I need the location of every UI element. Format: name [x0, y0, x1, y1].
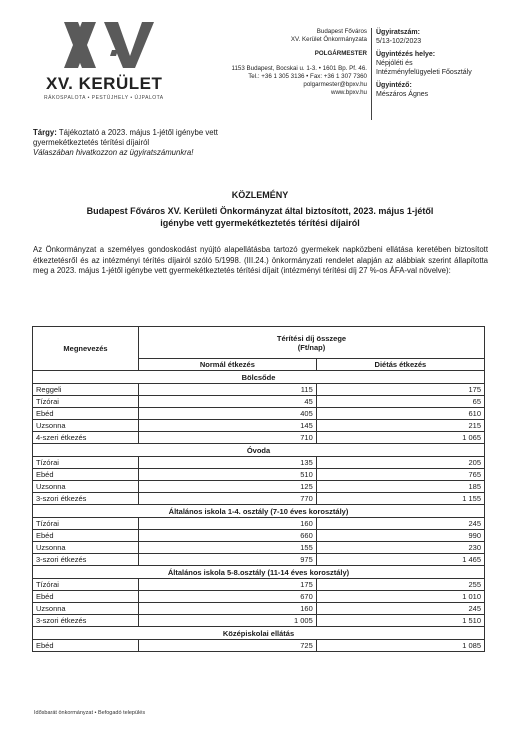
meal-name: Ebéd — [33, 591, 139, 603]
meal-name: Reggeli — [33, 384, 139, 396]
table-row — [33, 640, 485, 652]
section-title: Általános iskola 1-4. osztály (7-10 éves korosztály) — [33, 505, 485, 518]
footer: Idősbarát önkormányzat • Befogadó település — [34, 710, 146, 716]
meal-name: Tízórai — [33, 457, 139, 469]
table-section-row — [33, 505, 485, 518]
table-row — [33, 457, 485, 469]
office-email: polgarmester@bpxv.hu — [303, 81, 367, 89]
table-row — [33, 408, 485, 420]
case-officer-label: Ügyintéző: — [376, 82, 412, 89]
table-row — [33, 579, 485, 591]
table-row — [33, 615, 485, 627]
case-location-value-2: Intézményfelügyeleti Főosztály — [376, 69, 472, 76]
normal-fee: 175 — [139, 579, 317, 591]
table-row — [33, 591, 485, 603]
meal-name: Uzsonna — [33, 420, 139, 432]
table-row — [33, 603, 485, 615]
office-address: 1153 Budapest, Bocskai u. 1-3. • 1601 Bp. Pf. 46. — [231, 64, 367, 72]
diet-fee: 1 155 — [316, 493, 484, 505]
case-location-value-1: Népjóléti és — [376, 60, 413, 67]
col-header-fee — [139, 327, 485, 359]
table-section-row — [33, 444, 485, 457]
table-row — [33, 554, 485, 566]
normal-fee: 710 — [139, 432, 317, 444]
notice-paragraph: Az Önkormányzat a személyes gondoskodást nyújtó alapellátásba tartozó gyermekek napközbeni ellátása keretében biztosított étkeztetésről és az intézményi térítés díjairól szóló 5/1998. (III.24.) önkormányzati rendelet alapján az alábbiak szerint állapította meg a 2023. május 1-jétől igénybe vett gyermekétkeztetés térítési díjait (intézményi térítési díj 27 %-os ÁFA-val növelve): — [33, 245, 488, 275]
meal-name: Ebéd — [33, 530, 139, 542]
normal-fee: 155 — [139, 542, 317, 554]
meal-name: Uzsonna — [33, 481, 139, 493]
meal-name: 4-szeri étkezés — [33, 432, 139, 444]
diet-fee: 215 — [316, 420, 484, 432]
fee-table — [32, 326, 485, 652]
table-row — [33, 493, 485, 505]
case-location-label: Ügyintézés helye: — [376, 51, 436, 58]
col-header-name: Megnevezés — [33, 327, 139, 371]
office-line-1: Budapest Főváros — [316, 28, 367, 35]
normal-fee: 725 — [139, 640, 317, 652]
diet-fee: 65 — [316, 396, 484, 408]
fee-table-body — [33, 371, 485, 652]
normal-fee: 45 — [139, 396, 317, 408]
meal-name: 3-szori étkezés — [33, 615, 139, 627]
diet-fee: 1 510 — [316, 615, 484, 627]
diet-fee: 205 — [316, 457, 484, 469]
normal-fee: 975 — [139, 554, 317, 566]
notice-title: KÖZLEMÉNY — [231, 190, 289, 200]
section-title: Általános iskola 5-8.osztály (11-14 éves korosztály) — [33, 566, 485, 579]
meal-name: Uzsonna — [33, 542, 139, 554]
diet-fee: 1 085 — [316, 640, 484, 652]
meal-name: Tízórai — [33, 396, 139, 408]
logo-name: XV. KERÜLET — [46, 74, 163, 93]
normal-fee: 145 — [139, 420, 317, 432]
subject-text-1: Tájékoztató a 2023. május 1-jétől igénybe vett — [58, 128, 218, 137]
office-web: www.bpxv.hu — [331, 89, 367, 97]
table-row — [33, 432, 485, 444]
meal-name: Ebéd — [33, 408, 139, 420]
table-section-row — [33, 371, 485, 384]
table-section-row — [33, 627, 485, 640]
meal-name: Ebéd — [33, 469, 139, 481]
case-number-value: 5/13-102/2023 — [376, 38, 422, 45]
subject-label: Tárgy: — [33, 128, 57, 137]
normal-fee: 660 — [139, 530, 317, 542]
case-officer-value: Mészáros Ágnes — [376, 91, 429, 98]
col-header-diet: Diétás étkezés — [316, 359, 484, 371]
diet-fee: 175 — [316, 384, 484, 396]
table-row — [33, 530, 485, 542]
district-logo-mark — [60, 20, 155, 70]
header-divider — [371, 28, 372, 120]
case-info — [376, 28, 516, 99]
normal-fee: 160 — [139, 518, 317, 530]
diet-fee: 765 — [316, 469, 484, 481]
table-row — [33, 384, 485, 396]
case-number-label: Ügyiratszám: — [376, 29, 420, 36]
notice-subtitle-2: igénybe vett gyermekétkeztetés térítési díjairól — [160, 218, 360, 228]
normal-fee: 115 — [139, 384, 317, 396]
normal-fee: 510 — [139, 469, 317, 481]
col-header-normal: Normál étkezés — [139, 359, 317, 371]
fee-header-1: Térítési díj összege — [276, 333, 347, 343]
table-row — [33, 518, 485, 530]
table-row — [33, 469, 485, 481]
logo-tagline: RÁKOSPALOTA • PESTÚJHELY • ÚJPALOTA — [44, 95, 164, 101]
office-role: POLGÁRMESTER — [314, 50, 367, 58]
meal-name: Tízórai — [33, 518, 139, 530]
section-title: Bölcsőde — [33, 371, 485, 384]
notice-subtitle — [40, 205, 480, 229]
fee-header-2: (Ft/nap) — [297, 342, 326, 352]
meal-name: Ebéd — [33, 640, 139, 652]
meal-name: Tízórai — [33, 579, 139, 591]
normal-fee: 1 005 — [139, 615, 317, 627]
diet-fee: 1 010 — [316, 591, 484, 603]
diet-fee: 230 — [316, 542, 484, 554]
section-title: Óvoda — [33, 444, 485, 457]
normal-fee: 160 — [139, 603, 317, 615]
normal-fee: 125 — [139, 481, 317, 493]
table-row — [33, 396, 485, 408]
normal-fee: 670 — [139, 591, 317, 603]
table-section-row — [33, 566, 485, 579]
meal-name: 3-szori étkezés — [33, 493, 139, 505]
diet-fee: 990 — [316, 530, 484, 542]
meal-name: 3-szori étkezés — [33, 554, 139, 566]
office-line-2: XV. Kerület Önkormányzata — [290, 36, 367, 44]
section-title: Középiskolai ellátás — [33, 627, 485, 640]
normal-fee: 770 — [139, 493, 317, 505]
table-row — [33, 420, 485, 432]
subject-block — [33, 128, 333, 158]
diet-fee: 610 — [316, 408, 484, 420]
office-info — [215, 28, 367, 97]
normal-fee: 135 — [139, 457, 317, 469]
diet-fee: 245 — [316, 518, 484, 530]
table-row — [33, 542, 485, 554]
diet-fee: 1 465 — [316, 554, 484, 566]
subject-text-2: gyermekétkeztetés térítési díjairól — [33, 138, 150, 147]
diet-fee: 1 065 — [316, 432, 484, 444]
normal-fee: 405 — [139, 408, 317, 420]
notice-subtitle-1: Budapest Főváros XV. Kerületi Önkormányzat által biztosított, 2023. május 1-jétől — [86, 206, 434, 216]
subject-reference: Válaszában hivatkozzon az ügyiratszámunkra! — [33, 148, 194, 157]
diet-fee: 245 — [316, 603, 484, 615]
table-row — [33, 481, 485, 493]
office-phone: Tel.: +36 1 305 3136 • Fax: +36 1 307 7360 — [248, 72, 367, 80]
meal-name: Uzsonna — [33, 603, 139, 615]
diet-fee: 185 — [316, 481, 484, 493]
diet-fee: 255 — [316, 579, 484, 591]
